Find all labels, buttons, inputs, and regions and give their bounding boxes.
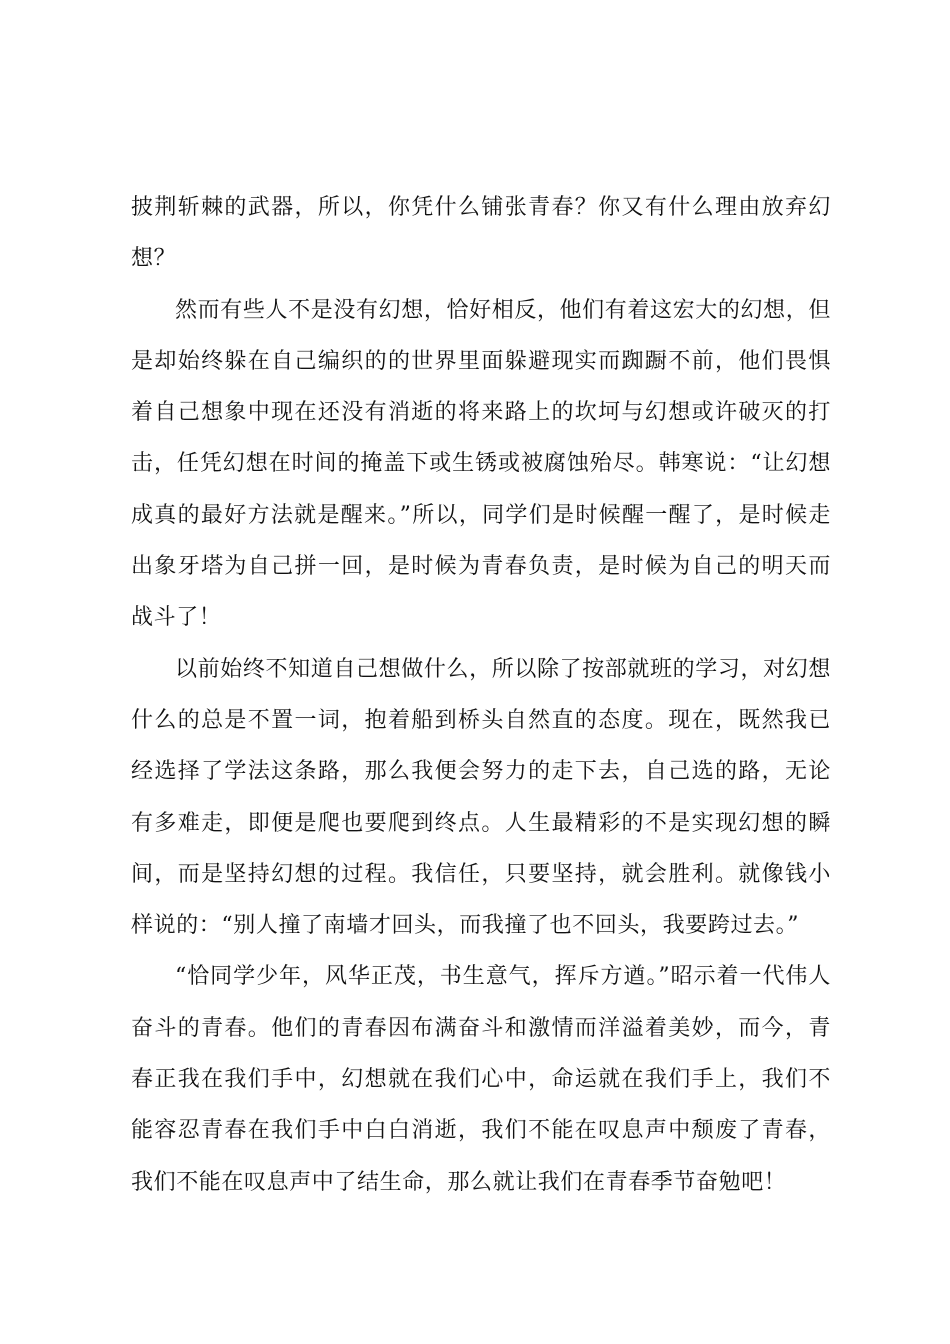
paragraph-youth-struggle: “恰同学少年，风华正茂，书生意气，挥斥方遒。”昭示着一代伟人奋斗的青春。他们的青春因布满奋斗和激情而洋溢着美妙，而今，青春正我在我们手中，幻想就在我们心中，命运就在我们手上，我们不能容忍青春在我们手中白白消逝，我们不能在叹息声中颓废了青春，我们不能在叹息声中了结生命，那么就让我们在青春季节奋勉吧！: [131, 964, 831, 1195]
paragraph-continuation: 披荆斩棘的武器，所以，你凭什么铺张青春？你又有什么理由放弃幻想？: [131, 195, 831, 272]
body-text: [131, 182, 831, 1208]
paragraph-fantasy-escape: 然而有些人不是没有幻想，恰好相反，他们有着这宏大的幻想，但是却始终躲在自己编织的的世界里面躲避现实而踟蹰不前，他们畏惧着自己想象中现在还没有消逝的将来路上的坎坷与幻想或许破灭的打击，任凭幻想在时间的掩盖下或生锈或被腐蚀殆尽。韩寒说：“让幻想成真的最好方法就是醒来。”所以，同学们是时候醒一醒了，是时候走出象牙塔为自己拼一回，是时候为青春负责，是时候为自己的明天而战斗了！: [131, 297, 831, 631]
paragraph-persistence: 以前始终不知道自己想做什么，所以除了按部就班的学习，对幻想什么的总是不置一词，抱着船到桥头自然直的态度。现在，既然我已经选择了学法这条路，那么我便会努力的走下去，自己选的路，无论有多难走，即便是爬也要爬到终点。人生最精彩的不是实现幻想的瞬间，而是坚持幻想的过程。我信任，只要坚持，就会胜利。就像钱小样说的：“别人撞了南墙才回头，而我撞了也不回头，我要跨过去。”: [131, 656, 831, 939]
